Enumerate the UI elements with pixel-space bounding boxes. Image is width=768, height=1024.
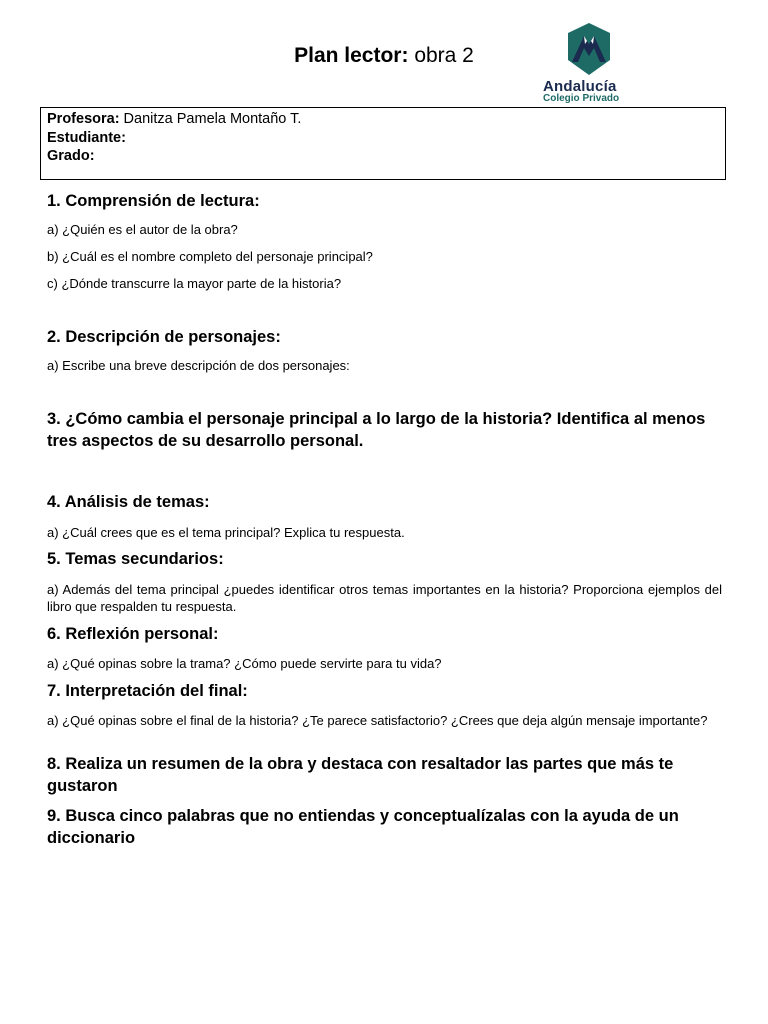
section-5-heading: 5. Temas secundarios:: [47, 550, 224, 568]
student-label: Estudiante:: [47, 129, 126, 146]
section-8-heading: 8. Realiza un resumen de la obra y destaca con resaltador las partes que más te gustaron: [47, 755, 674, 795]
teacher-label: Profesora:: [47, 111, 120, 127]
title-rest: obra 2: [408, 44, 474, 67]
teacher-value: Danitza Pamela Montaño T.: [119, 111, 302, 127]
section-1-question-c: c) ¿Dónde transcurre la mayor parte de la historia?: [47, 276, 342, 291]
section-4-question-a: a) ¿Cuál crees que es el tema principal? Explica tu respuesta.: [47, 525, 405, 540]
title-bold: Plan lector:: [294, 44, 409, 67]
mountain-shield-icon: [566, 22, 612, 76]
section-1-question-b: b) ¿Cuál es el nombre completo del personaje principal?: [47, 249, 373, 264]
school-logo: [540, 22, 640, 104]
logo-subtitle: Colegio Privado: [543, 93, 620, 104]
section-2-question-a: a) Escribe una breve descripción de dos personajes:: [47, 358, 350, 373]
section-6-heading: 6. Reflexión personal:: [47, 625, 219, 643]
grade-line: [47, 147, 719, 166]
section-7-question-a: a) ¿Qué opinas sobre el final de la historia? ¿Te parece satisfactorio? ¿Crees que deja algún mensaje importante?: [47, 713, 708, 728]
logo-name: Andalucía: [543, 78, 617, 95]
grade-label: Grado:: [47, 148, 95, 164]
student-info-box: [40, 107, 726, 180]
section-7-heading: 7. Interpretación del final:: [47, 682, 248, 700]
page-title: [0, 42, 768, 70]
teacher-line: [47, 110, 719, 129]
section-6-question-a: a) ¿Qué opinas sobre la trama? ¿Cómo puede servirte para tu vida?: [47, 656, 442, 671]
section-1-heading: 1. Comprensión de lectura:: [47, 192, 260, 210]
section-5-question-a: a) Además del tema principal ¿puedes identificar otros temas importantes en la historia? Proporciona ejemplos del libro que respalden tu respuesta.: [47, 582, 722, 614]
section-3-heading: 3. ¿Cómo cambia el personaje principal a lo largo de la historia? Identifica al menos tres aspectos de su desarrollo personal.: [47, 410, 706, 450]
section-4-heading: 4. Análisis de temas:: [47, 493, 210, 511]
section-2-heading: 2. Descripción de personajes:: [47, 328, 281, 346]
student-line: [47, 129, 719, 148]
section-1-question-a: a) ¿Quién es el autor de la obra?: [47, 222, 238, 237]
section-9-heading: 9. Busca cinco palabras que no entiendas y conceptualízalas con la ayuda de un diccionario: [47, 807, 679, 847]
